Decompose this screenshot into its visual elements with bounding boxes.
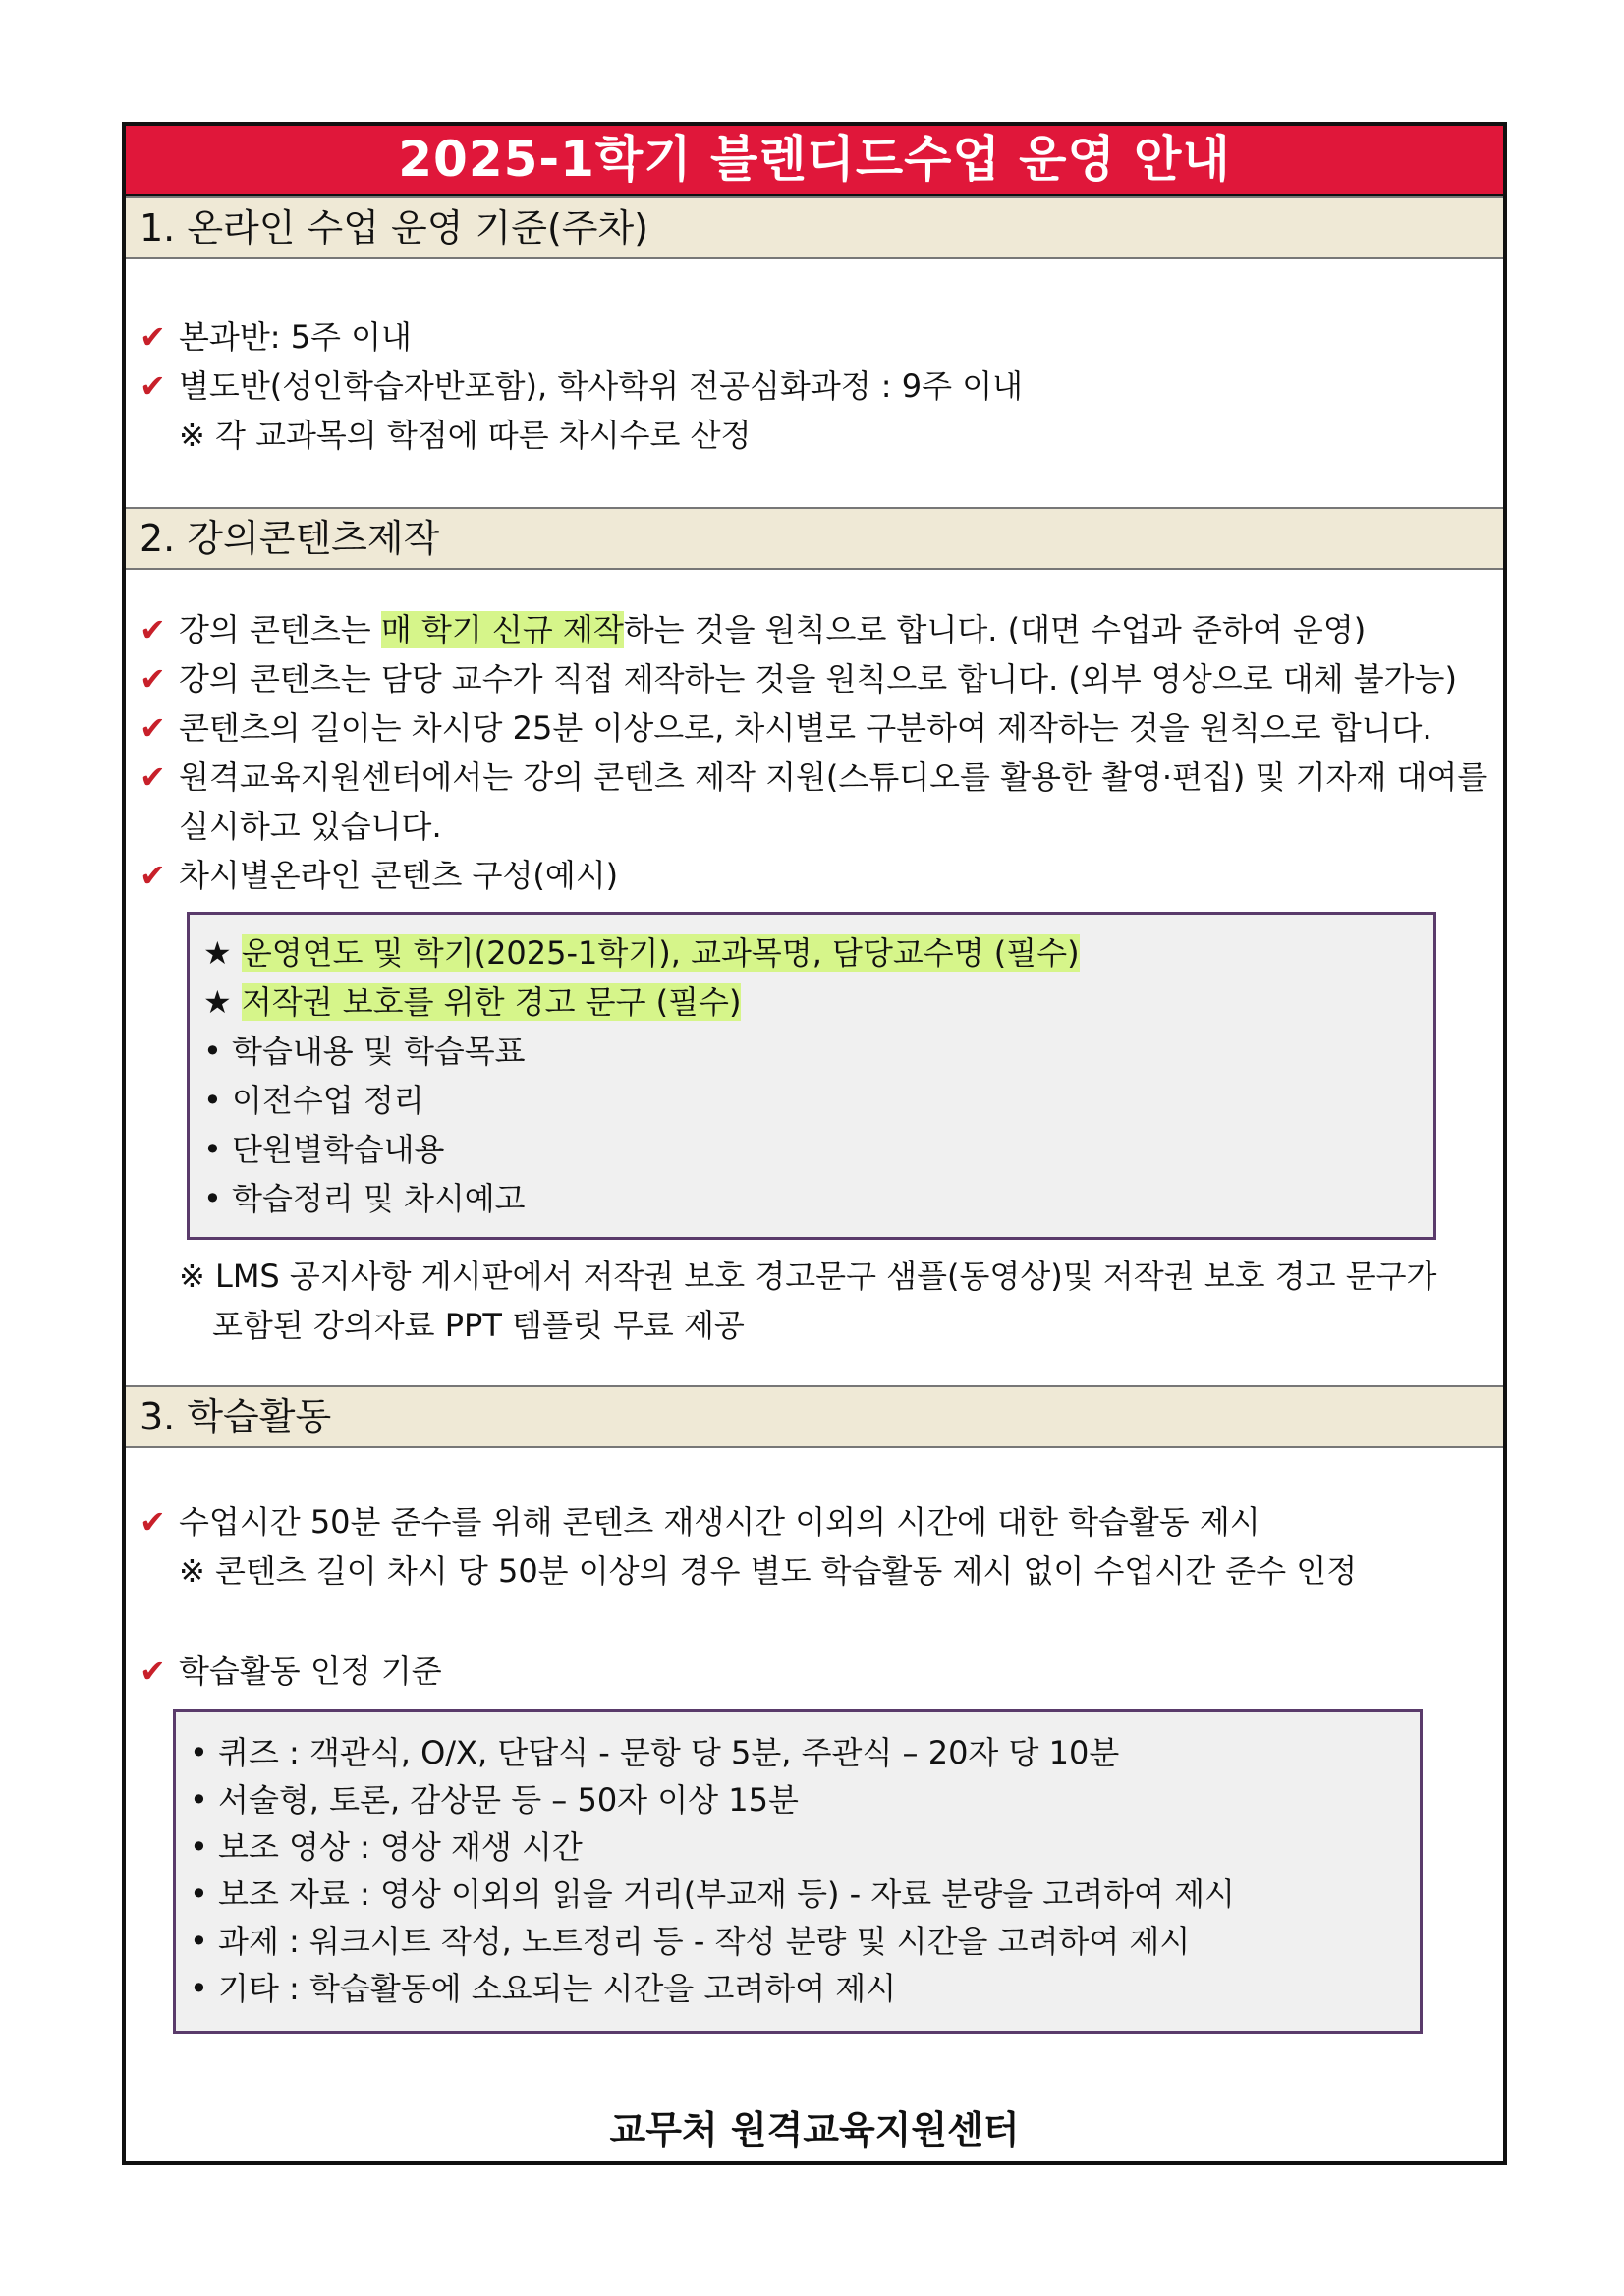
- section2-item-4: ✔ 원격교육지원센터에서는 강의 콘텐츠 제작 지원(스튜디오를 활용한 촬영·편집) 및 기자재 대여를: [140, 755, 1487, 800]
- check-icon: ✔: [140, 660, 166, 698]
- star-icon: ★: [203, 934, 232, 972]
- section3-note: ※ 콘텐츠 길이 차시 당 50분 이상의 경우 별도 학습활동 제시 없이 수업시간 준수 인정: [179, 1552, 1358, 1590]
- check-icon: ✔: [140, 857, 166, 894]
- bullet-icon: •: [190, 1781, 208, 1819]
- section3-item-2: ✔ 학습활동 인정 기준: [140, 1649, 442, 1694]
- section1-note: ※ 각 교과목의 학점에 따른 차시수로 산정: [179, 417, 752, 454]
- section2-item-5: ✔ 차시별온라인 콘텐츠 구성(예시): [140, 853, 618, 898]
- check-icon: ✔: [140, 318, 166, 356]
- check-icon: ✔: [140, 709, 166, 747]
- section2-note-line-1: ※ LMS 공지사항 게시판에서 저작권 보호 경고문구 샘플(동영상)및 저작권 보호 경고 문구가: [179, 1258, 1437, 1295]
- section2-item-2: ✔ 강의 콘텐츠는 담당 교수가 직접 제작하는 것을 원칙으로 합니다. (외부 영상으로 대체 불가능): [140, 656, 1457, 701]
- notice-document: [122, 122, 1507, 2165]
- content-structure-box: [187, 912, 1436, 1240]
- bullet-icon: •: [203, 1082, 222, 1119]
- bullet-icon: •: [203, 1131, 222, 1168]
- page-title: 2025-1학기 블렌디드수업 운영 안내: [126, 126, 1503, 196]
- box-bullet-item: • 과제 : 워크시트 작성, 노트정리 등 - 작성 분량 및 시간을 고려하여 제시: [190, 1923, 1191, 1960]
- section1-heading: 1. 온라인 수업 운영 기준(주차): [126, 196, 1503, 259]
- bullet-icon: •: [190, 1828, 208, 1866]
- bullet-icon: •: [203, 1180, 222, 1217]
- bullet-icon: •: [190, 1923, 208, 1960]
- box-bullet-item: • 이전수업 정리: [203, 1082, 424, 1119]
- footer-organization: 교무처 원격교육지원센터: [609, 2108, 1020, 2152]
- box-bullet-item: • 단원별학습내용: [203, 1131, 445, 1168]
- section3-item-1: ✔ 수업시간 50분 준수를 위해 콘텐츠 재생시간 이외의 시간에 대한 학습활동 제시: [140, 1499, 1260, 1544]
- box-star-item-1: ★ 운영연도 및 학기(2025-1학기), 교과목명, 담당교수명 (필수): [203, 934, 1080, 972]
- section3-heading: 3. 학습활동: [126, 1385, 1503, 1448]
- check-icon: ✔: [140, 1652, 166, 1690]
- bullet-icon: •: [190, 1876, 208, 1913]
- check-icon: ✔: [140, 758, 166, 796]
- check-icon: ✔: [140, 367, 166, 405]
- section2-item-1: ✔ 강의 콘텐츠는 매 학기 신규 제작하는 것을 원칙으로 합니다. (대면 수업과 준하여 운영): [140, 607, 1366, 652]
- check-icon: ✔: [140, 1503, 166, 1540]
- bullet-icon: •: [203, 1033, 222, 1070]
- section1-item-2: ✔ 별도반(성인학습자반포함), 학사학위 전공심화과정 : 9주 이내: [140, 364, 1023, 409]
- highlight-text: 매 학기 신규 제작: [380, 611, 624, 648]
- bullet-icon: •: [190, 1734, 208, 1771]
- box-bullet-item: • 보조 자료 : 영상 이외의 읽을 거리(부교재 등) - 자료 분량을 고려하여 제시: [190, 1876, 1235, 1913]
- box-bullet-item: • 보조 영상 : 영상 재생 시간: [190, 1828, 583, 1866]
- section2-note-line-2: 포함된 강의자료 PPT 템플릿 무료 제공: [212, 1307, 745, 1344]
- section2-heading: 2. 강의콘텐츠제작: [126, 507, 1503, 570]
- star-icon: ★: [203, 983, 232, 1021]
- box-bullet-item: • 서술형, 토론, 감상문 등 – 50자 이상 15분: [190, 1781, 799, 1819]
- check-icon: ✔: [140, 611, 166, 648]
- box-bullet-item: • 퀴즈 : 객관식, O/X, 단답식 - 문항 당 5분, 주관식 – 20자 당 10분: [190, 1734, 1120, 1771]
- box-bullet-item: • 학습정리 및 차시예고: [203, 1180, 526, 1217]
- section2-item-3: ✔ 콘텐츠의 길이는 차시당 25분 이상으로, 차시별로 구분하여 제작하는 것을 원칙으로 합니다.: [140, 705, 1432, 751]
- section1-item-1: ✔ 본과반: 5주 이내: [140, 314, 412, 360]
- bullet-icon: •: [190, 1970, 208, 2007]
- box-star-item-2: ★ 저작권 보호를 위한 경고 문구 (필수): [203, 983, 742, 1021]
- section2-item-4-cont: 실시하고 있습니다.: [179, 808, 442, 845]
- activity-criteria-box: [173, 1709, 1423, 2034]
- box-bullet-item: • 기타 : 학습활동에 소요되는 시간을 고려하여 제시: [190, 1970, 897, 2007]
- box-bullet-item: • 학습내용 및 학습목표: [203, 1033, 526, 1070]
